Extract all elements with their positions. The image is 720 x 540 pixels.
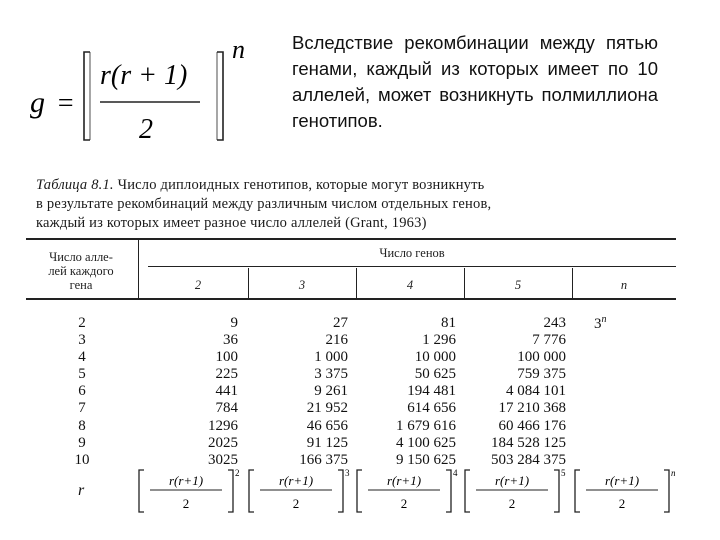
genotype-count-cell: 27 — [333, 315, 348, 331]
genotype-count-cell: 9 — [230, 315, 238, 331]
fraction-numerator: r(r+1) — [604, 473, 640, 488]
fraction-exponent: 5 — [561, 468, 566, 478]
genotype-count-cell: 614 656 — [407, 400, 456, 417]
fraction-numerator: r(r+1) — [168, 473, 204, 488]
genotype-count-cell: 17 210 368 — [498, 400, 566, 417]
formula-equals: = — [56, 88, 75, 119]
genotype-count-cell: 2025 — [208, 434, 238, 451]
genotype-count-cell: 784 — [215, 400, 238, 417]
allele-count-cell: 8 — [78, 417, 86, 434]
genotype-count-cell: 3 375 — [314, 366, 348, 383]
bracketed-fraction — [136, 466, 240, 516]
header-divider — [138, 238, 139, 298]
genotype-count-cell: 91 125 — [306, 434, 348, 451]
left-bracket-icon — [84, 52, 90, 140]
table-caption — [36, 176, 651, 233]
gene-count-header: 5 — [514, 278, 522, 292]
fraction-numerator: r(r+1) — [278, 473, 314, 488]
fraction-exponent: 4 — [453, 468, 458, 478]
gene-count-header: 4 — [406, 278, 414, 292]
fraction-exponent: n — [671, 468, 676, 478]
genotype-count-cell: 7 776 — [532, 332, 566, 349]
genotype-count-cell: 243 — [543, 315, 566, 331]
group-header: Число генов — [379, 246, 445, 260]
data-column-5-genes — [446, 315, 566, 469]
formula-numerator: r(r + 1) — [100, 60, 188, 91]
gene-count-header: 3 — [298, 278, 306, 292]
fraction-denominator: 2 — [618, 496, 626, 511]
bracketed-fraction — [572, 466, 676, 516]
formula-exponent: n — [232, 35, 245, 64]
fraction-exponent: 2 — [235, 468, 240, 478]
data-column-3-genes — [248, 315, 348, 469]
genotype-count-cell: 3025 — [208, 451, 238, 468]
genotype-count-cell: 9 150 625 — [396, 451, 456, 468]
fraction-denominator: 2 — [292, 496, 300, 511]
allele-count-cell: 7 — [78, 400, 86, 417]
genotype-count-cell: 4 100 625 — [396, 434, 456, 451]
genotype-count-cell: 1296 — [208, 417, 238, 434]
group-header-rule — [148, 266, 676, 267]
genotype-count-cell: 10 000 — [414, 349, 456, 366]
allele-count-cell: 3 — [78, 332, 86, 349]
formula-denominator: 2 — [139, 114, 153, 145]
allele-count-cell: 6 — [78, 383, 86, 400]
allele-count-cell: 4 — [78, 349, 86, 366]
allele-count-cell: 9 — [78, 434, 86, 451]
fraction-exponent: 3 — [345, 468, 350, 478]
genotype-count-cell: 441 — [215, 383, 238, 400]
fraction-denominator: 2 — [508, 496, 516, 511]
fraction-denominator: 2 — [182, 496, 190, 511]
fraction-numerator: r(r+1) — [386, 473, 422, 488]
data-column-2-genes — [148, 315, 238, 469]
genotype-count-cell: 81 — [441, 315, 456, 331]
genotype-count-cell: 184 528 125 — [491, 434, 566, 451]
genotype-count-cell: 46 656 — [306, 417, 348, 434]
genotype-count-cell: 50 625 — [414, 366, 456, 383]
genotype-formula — [20, 22, 265, 152]
genotype-count-cell: 60 466 176 — [498, 417, 566, 434]
caption-line-1: Число диплоидных генотипов, которые могут возникнуть — [117, 177, 485, 193]
genotype-count-cell: 21 952 — [306, 400, 348, 417]
genotype-count-cell: 225 — [215, 366, 238, 383]
formula-lhs: g — [30, 86, 45, 119]
genotype-count-cell: 100 — [215, 349, 238, 366]
genotype-count-cell: 503 284 375 — [491, 451, 566, 468]
caption-line-2: в результате рекомбинаций между различным числом отдельных генов, — [36, 196, 492, 212]
genotype-count-cell: 36 — [223, 332, 238, 349]
genotype-count-cell: 9 261 — [314, 383, 348, 400]
bottom-row-label: r — [78, 482, 85, 499]
fraction-denominator: 2 — [400, 496, 408, 511]
genotype-count-cell: 1 679 616 — [396, 417, 456, 434]
caption-label: Таблица 8.1. — [36, 177, 114, 193]
genotype-count-cell: 100 000 — [517, 349, 566, 366]
allele-count-cell: 2 — [78, 315, 86, 331]
allele-count-cell: 10 — [74, 451, 90, 468]
caption-line-3: каждый из которых имеет разное число аллелей (Grant, 1963) — [36, 215, 427, 231]
table-top-rule — [26, 238, 676, 240]
bracketed-fraction — [354, 466, 458, 516]
genotype-count-cell: 759 375 — [517, 366, 566, 383]
genotype-count-cell: 4 084 101 — [506, 383, 566, 400]
genotype-table — [26, 238, 678, 534]
genotype-count-cell: 166 375 — [299, 451, 348, 468]
genotype-count-cell: 194 481 — [407, 383, 456, 400]
allele-column — [62, 315, 102, 469]
power-cell — [594, 314, 607, 333]
gene-count-header: 2 — [194, 278, 202, 292]
genotype-count-cell: 216 — [325, 332, 348, 349]
power-exponent: n — [601, 314, 607, 325]
power-base: 3 — [594, 316, 602, 332]
gene-count-header: n — [620, 278, 628, 292]
genotype-count-cell: 1 296 — [422, 332, 456, 349]
bracketed-fraction — [246, 466, 350, 516]
bracketed-fraction — [462, 466, 566, 516]
genotype-count-cell: 1 000 — [314, 349, 348, 366]
right-bracket-icon — [217, 52, 223, 140]
fraction-numerator: r(r+1) — [494, 473, 530, 488]
description-paragraph: Вследствие рекомбинации между пятью генами, каждый из которых имеет по 10 аллелей, может возникнуть полмиллиона генотипов. — [292, 32, 658, 131]
header-bottom-rule — [26, 298, 676, 300]
row-header: Число алле- лей каждого гена — [48, 250, 114, 292]
allele-count-cell: 5 — [78, 366, 86, 383]
data-column-4-genes — [346, 315, 456, 469]
